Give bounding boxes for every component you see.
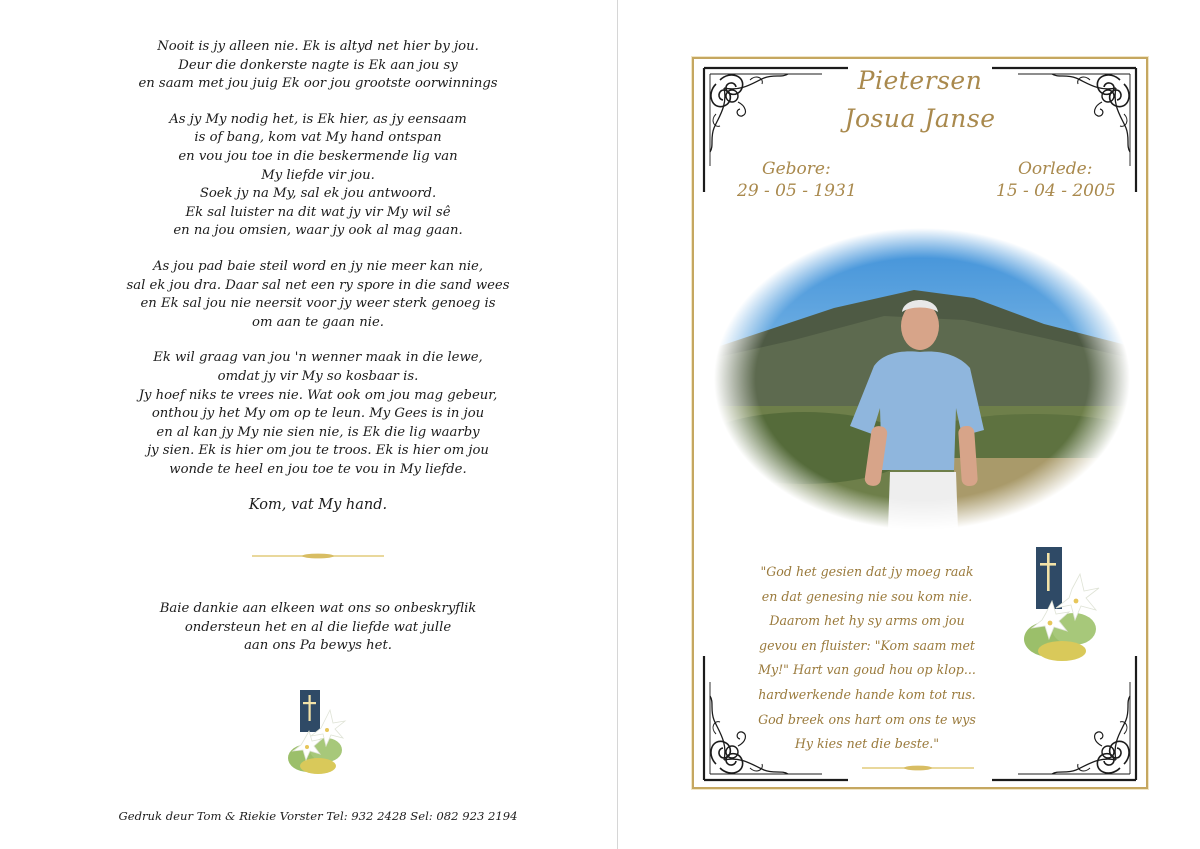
quote-line: Hy kies net die beste." [794, 736, 940, 752]
surname: Pietersen [857, 66, 983, 95]
cross-lily-icon [286, 686, 352, 778]
poem-line: As jou pad baie steil word en jy nie meer kan nie, [152, 258, 484, 274]
poem-line: Ek wil graag van jou 'n wenner maak in die lewe, [153, 350, 483, 366]
thanks-line: ondersteun het en al die liefde wat julle [184, 619, 452, 635]
poem-line: As jy My nodig het, is Ek hier, as jy eensaam [169, 111, 467, 127]
poem-line: en al kan jy My nie sien nie, is Ek die lig waarby [156, 424, 480, 440]
poem-line: Ek sal luister na dit wat jy vir My wil sê [185, 204, 451, 220]
quote-line: God breek ons hart om ons te wys [758, 711, 976, 727]
poem-line: Jy hoef niks te vrees nie. Wat ook om jou mag gebeur, [138, 387, 498, 403]
poem-line: Deur die donkerste nagte is Ek aan jou sy [178, 57, 458, 73]
poem-line: Nooit is jy alleen nie. Ek is altyd net hier by jou. [157, 39, 479, 54]
poem-line: omdat jy vir My so kosbaar is. [217, 368, 419, 384]
poem-line: My liefde vir jou. [261, 167, 375, 183]
poem-line: is of bang, kom vat My hand ontspan [194, 130, 442, 146]
died-label: Oorlede: [1018, 159, 1093, 179]
died-date: 15 - 04 - 2005 [996, 181, 1116, 201]
divider-ornament-icon [252, 553, 384, 559]
poem-line: jy sien. Ek is hier om jou te troos. Ek is hier om jou [147, 443, 489, 459]
poem-line: en Ek sal jou nie neersit voor jy weer sterk genoeg is [140, 296, 496, 312]
given-names: Josua Janse [844, 104, 996, 133]
poem-line: en saam met jou juig Ek oor jou grootste oorwinnings [138, 76, 498, 92]
quote-line: en dat genesing nie sou kom nie. [761, 588, 973, 604]
poem-line: onthou jy het My om op te leun. My Gees is in jou [151, 406, 485, 422]
memorial-quote [742, 560, 992, 757]
poem [100, 38, 536, 515]
quote-line: "God het gesien dat jy moeg raak [760, 564, 974, 579]
born-date: 29 - 05 - 1931 [737, 181, 857, 201]
divider-ornament-icon [862, 765, 974, 771]
corner-flourish-icon [990, 654, 1138, 782]
poem-stanza-3 [100, 258, 536, 332]
quote-line: gevou en fluister: "Kom saam met [759, 637, 975, 653]
poem-line: en vou jou toe in die beskermende lig van [178, 148, 458, 164]
poem-stanza-2 [100, 111, 536, 241]
quote-line: Daarom het hy sy arms om jou [769, 613, 965, 629]
thanks-line: aan ons Pa bewys het. [244, 638, 392, 654]
poem-line: wonde te heel en jou toe te vou in My liefde. [169, 461, 467, 477]
poem-line: en na jou omsien, waar jy ook al mag gaan. [173, 223, 463, 239]
quote-line: My!" Hart van goud hou op klop... [758, 662, 976, 678]
quote-line: hardwerkende hande kom tot rus. [758, 686, 976, 702]
poem-line: om aan te gaan nie. [252, 314, 384, 330]
cross-lily-icon [1022, 543, 1104, 667]
page-fold [617, 0, 618, 849]
poem-line: Soek jy na My, sal ek jou antwoord. [199, 186, 437, 202]
poem-stanza-1 [100, 38, 536, 94]
poem-line: sal ek jou dra. Daar sal net een ry spore in die sand wees [126, 277, 510, 293]
portrait-photo [714, 228, 1130, 530]
poem-stanza-4 [100, 349, 536, 479]
thanks-line: Baie dankie aan elkeen wat ons so onbeskryflik [159, 601, 477, 616]
printer-credit: Gedruk deur Tom & Riekie Vorster Tel: 932 2428 Sel: 082 923 2194 [118, 809, 518, 823]
born-label: Gebore: [762, 159, 831, 179]
poem-closing: Kom, vat My hand. [248, 497, 388, 514]
thanks-message [100, 600, 536, 656]
